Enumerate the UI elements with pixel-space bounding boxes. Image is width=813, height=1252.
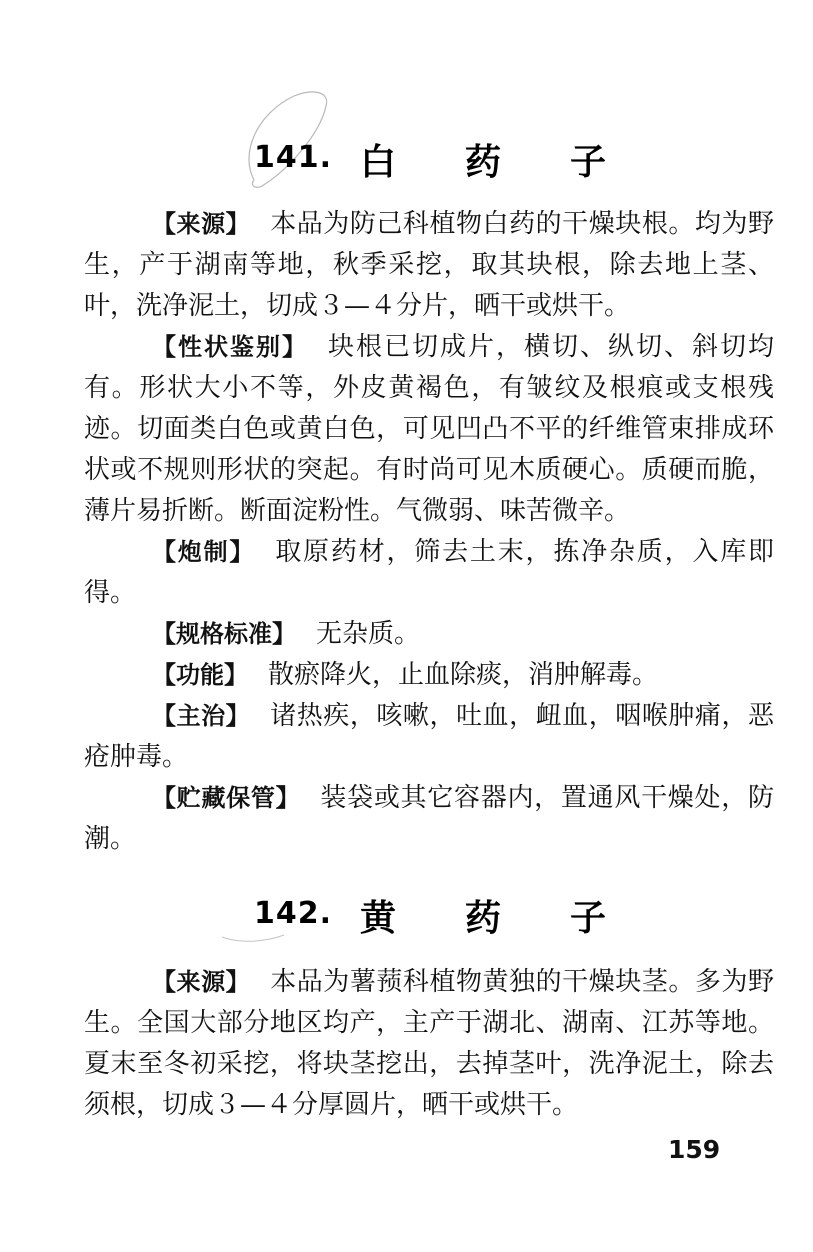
entry-name-char: 白 — [360, 142, 397, 183]
entry-number: 141. — [254, 140, 333, 175]
section-identification — [84, 327, 774, 532]
section-storage — [84, 778, 774, 860]
section-tag: 【主治】 — [152, 702, 251, 730]
section-text: 无杂质。 — [316, 619, 421, 649]
section-standard — [84, 614, 774, 655]
entry-name-char: 药 — [465, 898, 502, 939]
section-tag: 【功能】 — [152, 661, 248, 689]
section-tag: 【来源】 — [152, 210, 251, 238]
entry-141-heading — [0, 128, 813, 188]
section-function — [84, 655, 774, 696]
section-processing — [84, 532, 774, 614]
section-tag: 【贮藏保管】 — [152, 784, 301, 812]
entry-name-char: 子 — [570, 898, 607, 939]
entry-name-char: 子 — [570, 142, 607, 183]
section-text: 诸热疾，咳嗽，吐血，衄血，咽喉肿痛，恶疮肿毒。 — [84, 701, 774, 772]
section-text: 取原药材，筛去土末，拣净杂质，入库即得。 — [84, 537, 774, 608]
entry-number: 142. — [254, 896, 333, 931]
section-indication — [84, 696, 774, 778]
section-tag: 【性状鉴别】 — [152, 333, 308, 361]
section-text: 块根已切成片，横切、纵切、斜切均有。形状大小不等，外皮黄褐色，有皱纹及根痕或支根残迹。切面类白色或黄白色，可见凹凸不平的纤维管束排成环状或不规则形状的突起。有时尚可见木质硬心。质硬而脆，薄片易折断。断面淀粉性。气微弱、味苦微辛。 — [84, 332, 774, 526]
section-tag: 【规格标准】 — [152, 620, 296, 648]
entry-name-char: 药 — [465, 142, 502, 183]
section-text: 本品为防己科植物白药的干燥块根。均为野生，产于湖南等地，秋季采挖，取其块根，除去地上茎、叶，洗净泥土，切成３—４分片，晒干或烘干。 — [84, 209, 774, 321]
section-source — [84, 962, 774, 1126]
section-text: 装袋或其它容器内，置通风干燥处，防潮。 — [84, 783, 774, 854]
section-text: 本品为薯蓣科植物黄独的干燥块茎。多为野生。全国大部分地区均产，主产于湖北、湖南、江苏等地。夏末至冬初采挖，将块茎挖出，去掉茎叶，洗净泥土，除去须根，切成３—４分厚圆片，晒干或烘干。 — [84, 967, 774, 1120]
page-number: 159 — [668, 1135, 721, 1164]
section-source — [84, 204, 774, 327]
section-text: 散瘀降火，止血除痰，消肿解毒。 — [268, 660, 659, 690]
section-tag: 【炮制】 — [152, 538, 256, 566]
section-tag: 【来源】 — [152, 968, 251, 996]
entry-142-heading — [0, 884, 813, 944]
entry-name-char: 黄 — [360, 898, 397, 939]
